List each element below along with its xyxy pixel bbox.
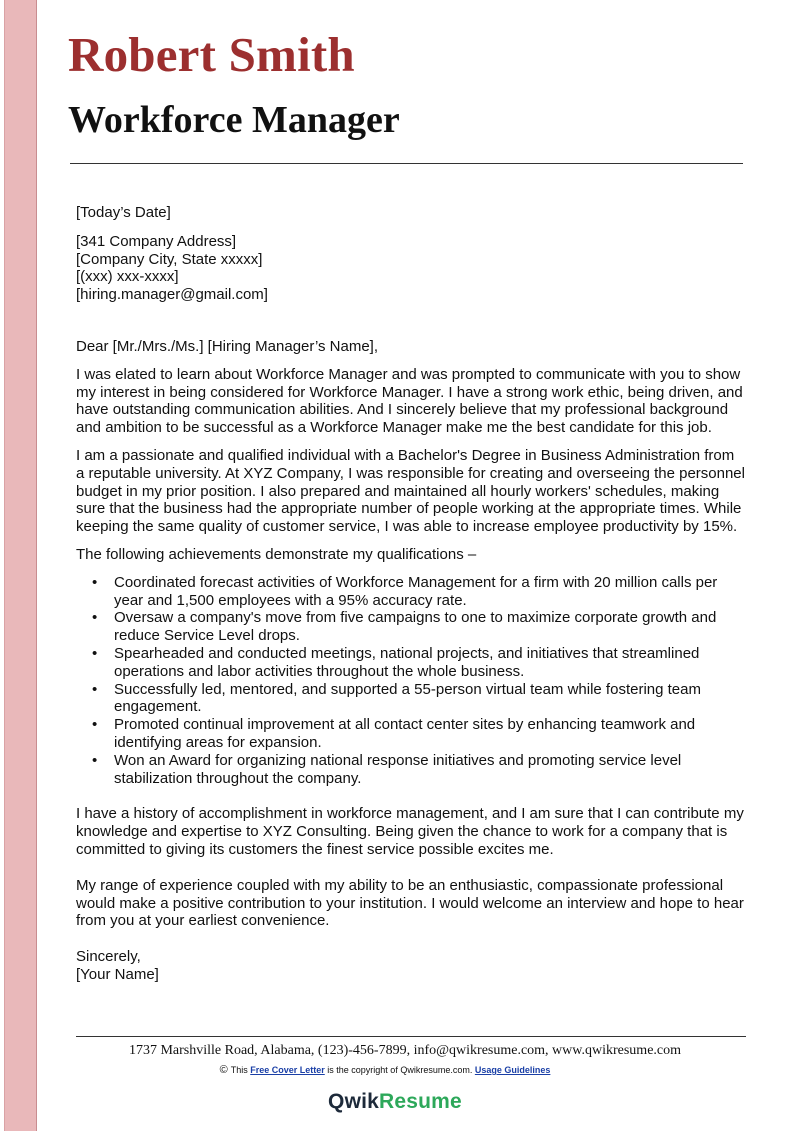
bullet-icon: •: [92, 751, 98, 769]
achievement-text: Successfully led, mentored, and supported a 55-person virtual team while fostering team engagement.: [114, 680, 701, 716]
decorative-sidebar: [4, 0, 37, 1131]
bullet-icon: •: [92, 716, 98, 734]
achievement-text: Coordinated forecast activities of Workforce Management for a firm with 20 million calls per year and 1,500 employees with a 95% accuracy rate.: [114, 573, 718, 609]
list-item: [92, 751, 746, 788]
usage-guidelines-link[interactable]: Usage Guidelines: [474, 1065, 551, 1075]
copyright-text: is the copyright of Qwikresume.com.: [327, 1065, 473, 1075]
logo-text-resume: Resume: [379, 1090, 462, 1113]
copyright-prefix: This: [230, 1065, 248, 1075]
list-item: [92, 680, 746, 717]
qwikresume-logo: [0, 1090, 790, 1114]
achievements-list: [76, 574, 746, 788]
list-item: [92, 716, 746, 752]
letter-body: [76, 204, 746, 984]
address-line: [hiring.manager@gmail.com]: [76, 286, 268, 304]
achievement-text: Won an Award for organizing national response initiatives and promoting service level stabilization throughout the company.: [114, 751, 682, 787]
footer-divider: [76, 1036, 746, 1037]
achievements-intro: The following achievements demonstrate my qualifications –: [76, 545, 477, 563]
paragraph-history: I have a history of accomplishment in workforce management, and I am sure that I can contribute my knowledge and expertise to XYZ Consulting. Being given the chance to work for a company that is committed to giving its customers the finest service possible excites me.: [76, 805, 744, 858]
list-item: [92, 609, 746, 645]
letter-date: [Today’s Date]: [76, 204, 171, 221]
address-line: [(xxx) xxx-xxxx]: [76, 268, 179, 286]
bullet-icon: •: [92, 609, 98, 627]
paragraph-intro: I was elated to learn about Workforce Manager and was prompted to communicate with you to show my interest in being considered for Workforce Manager. I have a strong work ethic, being driven, and have outstanding communication abilities. And I sincerely believe that my professional background and ambition to be successful as a Workforce Manager make me the best candidate for this job.: [76, 365, 743, 437]
address-line: [341 Company Address]: [76, 232, 237, 250]
bullet-icon: •: [92, 573, 98, 591]
salutation: Dear [Mr./Mrs./Ms.] [Hiring Manager’s Name],: [76, 337, 379, 355]
header-divider: [70, 163, 743, 164]
applicant-name: Robert Smith: [68, 27, 355, 82]
job-title: Workforce Manager: [68, 99, 400, 141]
address-line: [Company City, State xxxxx]: [76, 250, 263, 268]
list-item: [92, 573, 746, 610]
free-cover-letter-link[interactable]: Free Cover Letter: [250, 1065, 325, 1075]
bullet-icon: •: [92, 680, 98, 698]
achievement-text: Spearheaded and conducted meetings, national projects, and initiatives that streamlined operations and labor activities throughout the whole business.: [114, 644, 700, 680]
sign-off: Sincerely,: [76, 948, 141, 966]
achievement-text: Promoted continual improvement at all contact center sites by enhancing teamwork and identifying areas for expansion.: [114, 716, 696, 751]
logo-text-qwik: Qwik: [328, 1090, 380, 1113]
paragraph-background: I am a passionate and qualified individual with a Bachelor's Degree in Business Administration from a reputable university. At XYZ Company, I was responsible for creating and overseeing the personnel budget in my prior position. I also prepared and maintained all hourly workers' schedules, making sure that the business had the appropriate number of people working at the appropriate times. While keeping the same quality of customer service, I was able to increase employee productivity by 15%.: [76, 446, 745, 536]
list-item: [92, 644, 746, 681]
copyright-line: [0, 1064, 770, 1076]
footer-contact: 1737 Marshville Road, Alabama, (123)-456-7899, info@qwikresume.com, www.qwikresume.com: [128, 1043, 682, 1058]
signature-name: [Your Name]: [76, 965, 159, 983]
achievement-text: Oversaw a company's move from five campaigns to one to maximize corporate growth and reduce Service Level drops.: [114, 609, 717, 645]
paragraph-closing: My range of experience coupled with my ability to be an enthusiastic, compassionate professional would make a positive contribution to your institution. I would welcome an interview and hope to hear from you at your earliest convenience.: [76, 876, 744, 930]
bullet-icon: •: [92, 644, 98, 662]
copyright-icon: ©: [219, 1064, 228, 1076]
